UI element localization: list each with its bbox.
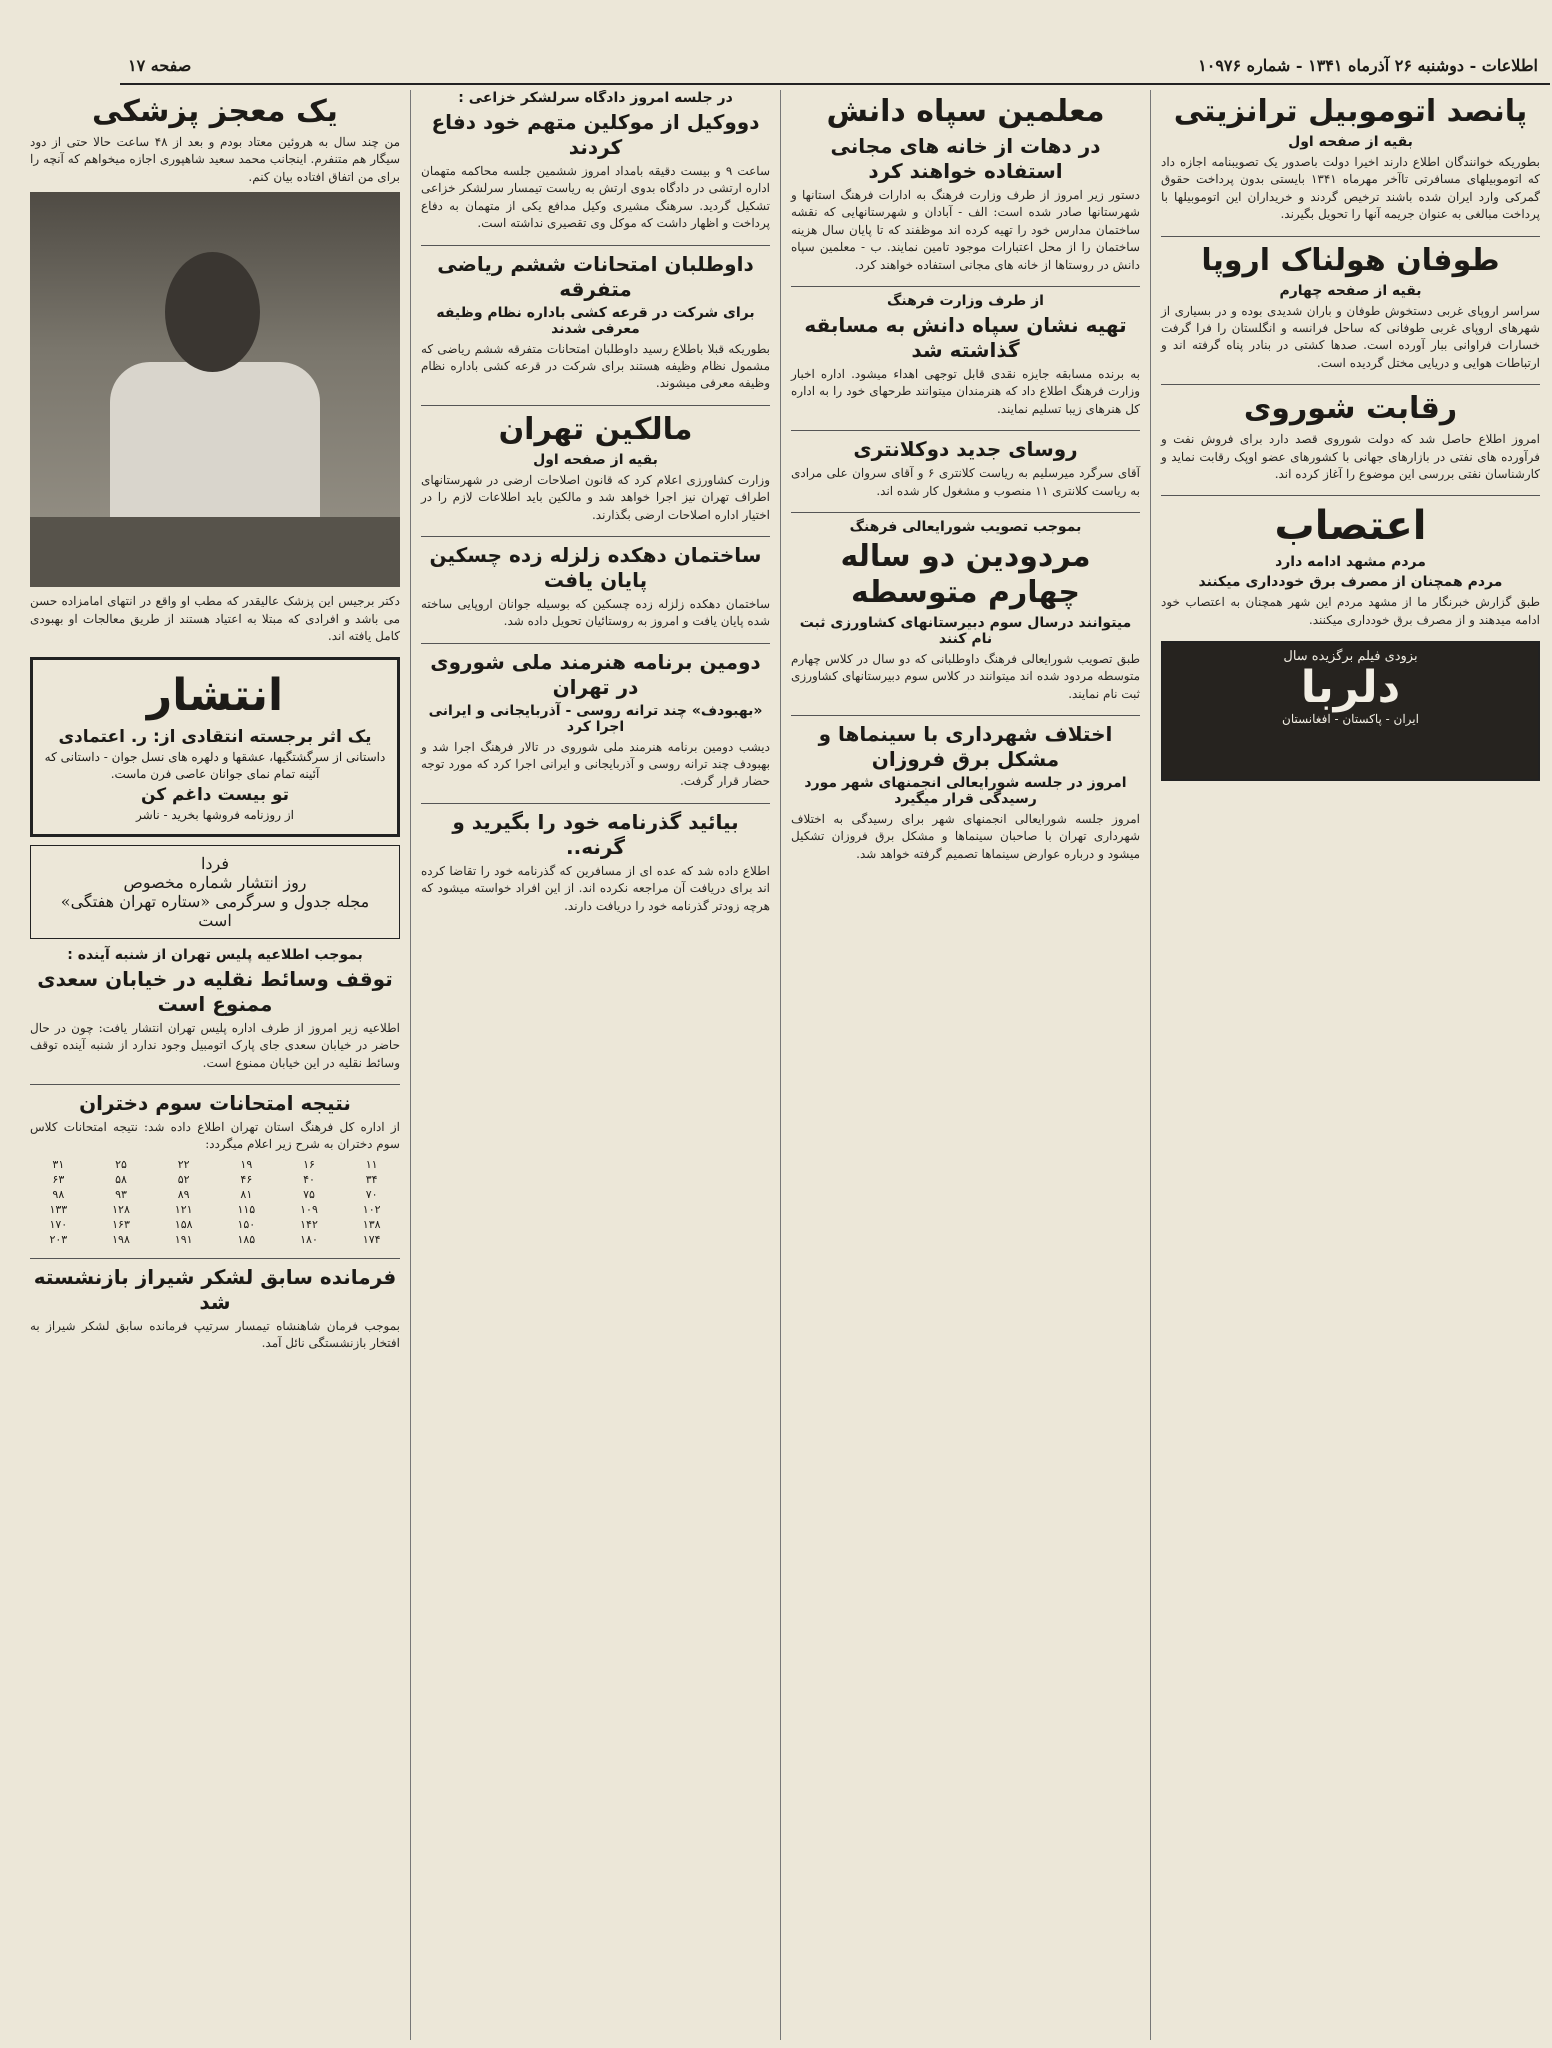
article-girls-exam-results bbox=[30, 1091, 400, 1246]
column-1 bbox=[1150, 90, 1550, 2040]
divider bbox=[791, 286, 1140, 287]
result-number: ۸۹ bbox=[177, 1187, 190, 1201]
article-title: نتیجه امتحانات سوم دختران bbox=[79, 1090, 351, 1115]
ad-line: مجله جدول و سرگرمی «ستاره تهران هفتگی» bbox=[60, 891, 370, 911]
divider bbox=[1161, 236, 1540, 237]
article-title: یک معجز پزشکی bbox=[92, 94, 338, 129]
page-number-left: صفحه ۱۷ bbox=[128, 56, 192, 75]
divider bbox=[1161, 495, 1540, 496]
result-number: ۷۵ bbox=[303, 1187, 315, 1201]
article-tehran-landlords bbox=[421, 412, 770, 524]
result-number: ۲۵ bbox=[115, 1157, 127, 1171]
page-header bbox=[120, 56, 1552, 80]
article-title: تهیه نشان سپاه دانش به مسابقه گذاشته شد bbox=[804, 312, 1127, 362]
article-body: طبق گزارش خبرنگار ما از مشهد مردم این شهر همچنان به اعتصاب خود ادامه میدهند و از مصرف برق خودداری میکنند. bbox=[1161, 595, 1540, 627]
photo-desk bbox=[30, 517, 400, 587]
article-subtitle: بقیه از صفحه چهارم bbox=[1279, 282, 1422, 299]
divider bbox=[421, 405, 770, 406]
result-number: ۱۳۸ bbox=[362, 1217, 381, 1231]
result-number: ۱۶۳ bbox=[112, 1217, 130, 1231]
article-shiraz-commander bbox=[30, 1265, 400, 1353]
article-title: ساختمان دهکده زلزله زده چسکین پایان یافت bbox=[429, 542, 762, 592]
ad-line: فردا bbox=[200, 853, 230, 873]
article-soviet-competition bbox=[1161, 391, 1540, 483]
article-title: بیائید گذرنامه خود را بگیرید و گرنه.. bbox=[452, 809, 739, 859]
article-subtitle: مردم مشهد ادامه دارد bbox=[1275, 554, 1426, 571]
photo-caption: دکتر برجیس این پزشک عالیقدر که مطب او واقع در انتهای امامزاده حسن می باشد و افرادی که مبتلا به اعتیاد هستند از طریق معالجات او بهبودی کامل یافته اند. bbox=[30, 594, 400, 643]
article-passport bbox=[421, 810, 770, 915]
article-body: سراسر اروپای غربی دستخوش طوفان و باران شدیدی بوده و در بسیاری از شهرهای اروپای غربی طوفانی که ساحل فرانسه و انگلستان را فرا گرفت خسارات فراوانی ببار آورده است. صدها کشتی در بنادر پناه گرفته اند و ارتباطات هوایی و دریایی مختل گردیده است. bbox=[1161, 303, 1540, 370]
result-number: ۱۶ bbox=[303, 1157, 315, 1171]
column-3 bbox=[410, 90, 780, 2040]
article-subtitle: امروز در جلسه شورایعالی انجمنهای شهر مورد رسیدگی قرار میگیرد bbox=[804, 775, 1127, 808]
article-subtitle: «بهبودف» چند ترانه روسی - آذربایجانی و ایرانی اجرا کرد bbox=[428, 702, 763, 735]
article-body: آقای سرگرد میرسلیم به ریاست کلانتری ۶ و آقای سروان علی مرادی به ریاست کلانتری ۱۱ منصوب و مشغول کار شده اند. bbox=[791, 466, 1140, 498]
article-police-chiefs bbox=[791, 437, 1140, 500]
article-subtitle: برای شرکت در قرعه کشی باداره نظام وظیفه معرفی شدند bbox=[436, 304, 755, 337]
results-list bbox=[30, 1158, 400, 1246]
article-title: معلمین سپاه دانش bbox=[826, 94, 1105, 129]
column-4 bbox=[20, 90, 410, 2040]
result-number: ۱۱۵ bbox=[237, 1202, 256, 1216]
film-advertisement bbox=[1161, 641, 1540, 781]
result-number: ۹۸ bbox=[52, 1187, 65, 1201]
divider bbox=[421, 536, 770, 537]
result-number: ۴۰ bbox=[303, 1172, 315, 1186]
doctor-photo bbox=[30, 192, 400, 587]
issue-info: اطلاعات - دوشنبه ۲۶ آذرماه ۱۳۴۱ - شماره ۱۰۹۷۶ bbox=[1198, 56, 1538, 75]
article-body: من چند سال به هروئین معتاد بودم و بعد از ۴۸ ساعت حالا حتی از دود سیگار هم متنفرم. اینجانب محمد سعید شاهپوری اجازه میخواهم که آنچه را برای من اتفاق افتاده بیان کنم. bbox=[30, 135, 401, 184]
result-number: ۱۲۸ bbox=[112, 1202, 130, 1216]
divider bbox=[421, 245, 770, 246]
article-body: دیشب دومین برنامه هنرمند ملی شوروی در تالار فرهنگ اجرا شد و بهبودف چند ترانه روسی و آذربایجانی و ایرانی اجرا کرد که مورد توجه حضار قرار گرفت. bbox=[421, 739, 770, 789]
article-subtitle: در دهات از خانه های مجانی استفاده خواهند کرد bbox=[830, 134, 1101, 183]
article-subtitle: بقیه از صفحه اول bbox=[1288, 134, 1413, 150]
article-body: ساعت ۹ و بیست دقیقه بامداد امروز ششمین جلسه محاکمه متهمان اداره ارتشی در دادگاه بدوی ارتش به ریاست تیمسار سرلشکر خزاعی تشکیل گردید. سرهنگ مشیری وکیل مدافع یکی از متهمان به دفاع پرداخت و اظهار داشت که موکل وی تقصیری نداشته است. bbox=[421, 164, 770, 231]
article-title: پانصد اتوموبیل ترانزیتی bbox=[1173, 94, 1528, 129]
divider bbox=[421, 643, 770, 644]
article-body: بطوریکه قبلا باطلاع رسید داوطلبان امتحانات متفرقه ششم ریاضی که مشمول نظام وظیفه هستند برای شرکت در قرعه کشی باداره نظام وظیفه معرفی میشوند. bbox=[421, 341, 770, 391]
result-number: ۱۹ bbox=[240, 1157, 253, 1171]
result-number: ۹۳ bbox=[115, 1187, 127, 1201]
ad-film-title: دلربا bbox=[1300, 662, 1401, 714]
result-number: ۱۴۲ bbox=[300, 1217, 318, 1231]
article-subtitle: میتوانند درسال سوم دبیرستانهای کشاورزی ثبت نام کنند bbox=[799, 614, 1132, 647]
result-number: ۱۱ bbox=[365, 1157, 378, 1171]
result-number: ۱۵۰ bbox=[237, 1217, 256, 1231]
result-number: ۱۷۰ bbox=[49, 1217, 68, 1231]
header-rule bbox=[120, 83, 1550, 85]
result-number: ۵۸ bbox=[115, 1172, 127, 1186]
ad-body: داستانی از سرگشتگیها، عشقها و دلهره های نسل جوان - داستانی که آئینه تمام نمای جوانان عاصی فرن ماست. bbox=[44, 750, 386, 782]
article-failed-students bbox=[791, 519, 1140, 703]
result-number: ۱۳۳ bbox=[49, 1202, 68, 1216]
article-body: امروز اطلاع حاصل شد که دولت شوروی قصد دارد برای فروش نفت و فرآورده های نفتی در بازارهای جهانی با کشورهای عضو اوپک رقابت نماید و کارشناسان نفتی بررسی این موضوع را آغاز کرده اند. bbox=[1161, 432, 1540, 481]
article-subtitle: بقیه از صفحه اول bbox=[533, 451, 658, 468]
article-body: دستور زیر امروز از طرف وزارت فرهنگ به ادارات فرهنگ استانها و شهرستانها صادر شده است: الف - آبادان و شهرستانهایی که نقشه ساختمان مدارس خود را تهیه کرده اند موظفند که تا پایان سال هزینه ساختمان را از محل اعتبارات موجود تامین نمایند. ب - معلمین سپاه دانش در روستاها از خانه های مجانی استفاده خواهند کرد. bbox=[791, 188, 1140, 272]
article-teachers bbox=[791, 94, 1140, 274]
ad-line: است bbox=[198, 910, 232, 930]
result-number: ۳۴ bbox=[365, 1172, 378, 1186]
article-medical-miracle bbox=[30, 94, 400, 645]
article-title: دووکیل از موکلین متهم خود دفاع کردند bbox=[431, 110, 760, 159]
article-soviet-artist bbox=[421, 650, 770, 791]
article-body: وزارت کشاورزی اعلام کرد که قانون اصلاحات ارضی در شهرستانهای اطراف تهران نیز اجرا خواهد شد و مالکین باید اطلاعات لازم را در اختیار اداره اصلاحات ارضی بگذارند. bbox=[421, 472, 770, 522]
result-number: ۴۶ bbox=[240, 1172, 253, 1186]
result-number: ۲۲ bbox=[177, 1157, 190, 1171]
article-kicker: بموجب تصویب شورایعالی فرهنگ bbox=[849, 518, 1082, 535]
article-europe-storm bbox=[1161, 243, 1540, 373]
result-number: ۱۸۵ bbox=[237, 1232, 256, 1246]
article-title: توقف وسائط نقلیه در خیابان سعدی ممنوع است bbox=[37, 966, 393, 1016]
result-number: ۱۹۸ bbox=[112, 1232, 130, 1246]
article-title: فرمانده سابق لشکر شیراز بازنشسته شد bbox=[33, 1264, 397, 1314]
ad-title: انتشار bbox=[146, 670, 284, 722]
article-title: روسای جدید دوکلانتری bbox=[853, 437, 1078, 462]
article-title: رقابت شوروی bbox=[1243, 391, 1458, 427]
divider bbox=[421, 803, 770, 804]
result-number: ۱۰۲ bbox=[362, 1202, 381, 1216]
article-saadi-parking bbox=[30, 947, 400, 1072]
result-number: ۵۲ bbox=[177, 1172, 190, 1186]
book-advertisement bbox=[30, 657, 400, 836]
ad-line: بزودی فیلم برگزیده سال bbox=[1283, 649, 1418, 665]
article-title: اعتصاب bbox=[1274, 503, 1427, 550]
article-body: اطلاعیه زیر امروز از طرف اداره پلیس تهران انتشار یافت: چون در حال حاضر در خیابان سعدی جای پارک اتومبیل وجود ندارد از شنبه آینده توقف وسائط نقلیه در این خیابان ممنوع است. bbox=[30, 1020, 400, 1070]
divider bbox=[1161, 384, 1540, 385]
column-2 bbox=[780, 90, 1150, 2040]
result-number: ۱۸۰ bbox=[300, 1232, 318, 1246]
article-title: داوطلبان امتحانات ششم ریاضی متفرقه bbox=[437, 251, 754, 301]
article-transit-cars bbox=[1161, 94, 1540, 224]
article-strike bbox=[1161, 502, 1540, 629]
result-number: ۱۰۹ bbox=[300, 1202, 318, 1216]
ad-subtitle: یک اثر برجسته انتقادی از: ر. اعتمادی bbox=[58, 727, 372, 748]
result-number: ۳۱ bbox=[52, 1157, 65, 1171]
divider bbox=[791, 715, 1140, 716]
article-body: بطوریکه خوانندگان اطلاع دارند اخیرا دولت باصدور یک تصویبنامه اجازه داد که اتوموبیلهای مسافرتی تاآخر مهرماه ۱۳۴۱ بایستی بدون پرداخت حقوق گمرکی وارد ایران شده باشند ترخیص گردند و خریداران این اتوموبیلها با پرداخت مبالغی به عنوان جریمه آنها را تحویل بگیرند. bbox=[1161, 155, 1540, 222]
article-title: اختلاف شهرداری با سینماها و مشکل برق فروزان bbox=[818, 722, 1113, 772]
article-body: اطلاع داده شد که عده ای از مسافرین که گذرنامه خود را تقاضا کرده اند برای دریافت آن مراجعه نکرده اند. از این افراد خواسته میشود که هرچه زودتر گذرنامه خود را دریافت دارند. bbox=[421, 863, 770, 913]
result-number: ۱۲۱ bbox=[174, 1202, 193, 1216]
article-kicker: از طرف وزارت فرهنگ bbox=[887, 292, 1044, 309]
result-number: ۱۹۱ bbox=[174, 1232, 193, 1246]
article-earthquake-village bbox=[421, 543, 770, 631]
ad-line: ایران - پاکستان - افغانستان bbox=[1282, 712, 1419, 727]
article-math-exam bbox=[421, 252, 770, 393]
result-number: ۱۷۴ bbox=[362, 1232, 381, 1246]
divider bbox=[791, 512, 1140, 513]
article-body: امروز جلسه شورایعالی انجمنهای شهر برای رسیدگی به اختلاف شهرداری تهران با صاحبان سینماها و مشکل برق فروزان تشکیل میشود و درباره عوارض سینماها تصمیم گرفته خواهد شد. bbox=[791, 812, 1140, 861]
article-body: طبق تصویب شورایعالی فرهنگ داوطلبانی که دو سال در کلاس چهارم متوسطه مردود شده اند میتوانند در کلاس سوم دبیرستانهای کشاورزی ثبت نام نمایند. bbox=[791, 651, 1140, 701]
article-body: از اداره کل فرهنگ استان تهران اطلاع داده شد: نتیجه امتحانات کلاس سوم دختران به شرح زیر اعلام میگردد: bbox=[30, 1119, 400, 1152]
article-title: طوفان هولناک اروپا bbox=[1201, 242, 1500, 278]
article-title: دومین برنامه هنرمند ملی شوروی در تهران bbox=[430, 649, 761, 699]
ad-line: روز انتشار شماره مخصوص bbox=[123, 872, 307, 892]
article-kicker: بموجب اطلاعیه پلیس تهران از شنبه آینده : bbox=[67, 946, 363, 963]
article-body: به برنده مسابقه جایزه نقدی قابل توجهی اهداء میشود. اداره اخبار وزارت فرهنگ اطلاع داد که هنرمندان میتوانند طرحهای خود را به اداره کل هنرهای زیبا تسلیم نمایند. bbox=[791, 366, 1140, 416]
result-number: ۶۳ bbox=[52, 1172, 65, 1186]
magazine-advertisement bbox=[30, 845, 400, 939]
result-number: ۲۰۳ bbox=[49, 1232, 68, 1246]
photo-figure-head bbox=[165, 252, 260, 372]
result-number: ۷۰ bbox=[365, 1187, 378, 1201]
divider bbox=[30, 1258, 400, 1259]
article-subtitle-2: مردم همچنان از مصرف برق خودداری میکنند bbox=[1198, 574, 1503, 591]
article-title: مردودین دو ساله چهارم متوسطه bbox=[840, 538, 1091, 610]
ad-book-title: تو بیست داغم کن bbox=[140, 784, 290, 805]
divider bbox=[791, 430, 1140, 431]
divider bbox=[30, 1084, 400, 1085]
article-kicker: در جلسه امروز دادگاه سرلشکر خزاعی : bbox=[458, 90, 733, 106]
article-body: ساختمان دهکده زلزله زده چسکین که بوسیله جوانان اروپایی ساخته شده پایان یافت و امروز به روستائیان تحویل داده شد. bbox=[421, 596, 770, 629]
article-badge-contest bbox=[791, 293, 1140, 418]
ad-footer: از روزنامه فروشها بخرید - ناشر bbox=[136, 807, 294, 822]
article-court bbox=[421, 90, 770, 233]
article-cinemas-dispute bbox=[791, 722, 1140, 863]
article-body: بموجب فرمان شاهنشاه تیمسار سرتیپ فرمانده سابق لشکر شیراز به افتخار بازنشستگی نائل آمد. bbox=[30, 1318, 400, 1351]
result-number: ۱۵۸ bbox=[174, 1217, 193, 1231]
article-title: مالکین تهران bbox=[498, 411, 693, 447]
result-number: ۸۱ bbox=[240, 1187, 253, 1201]
